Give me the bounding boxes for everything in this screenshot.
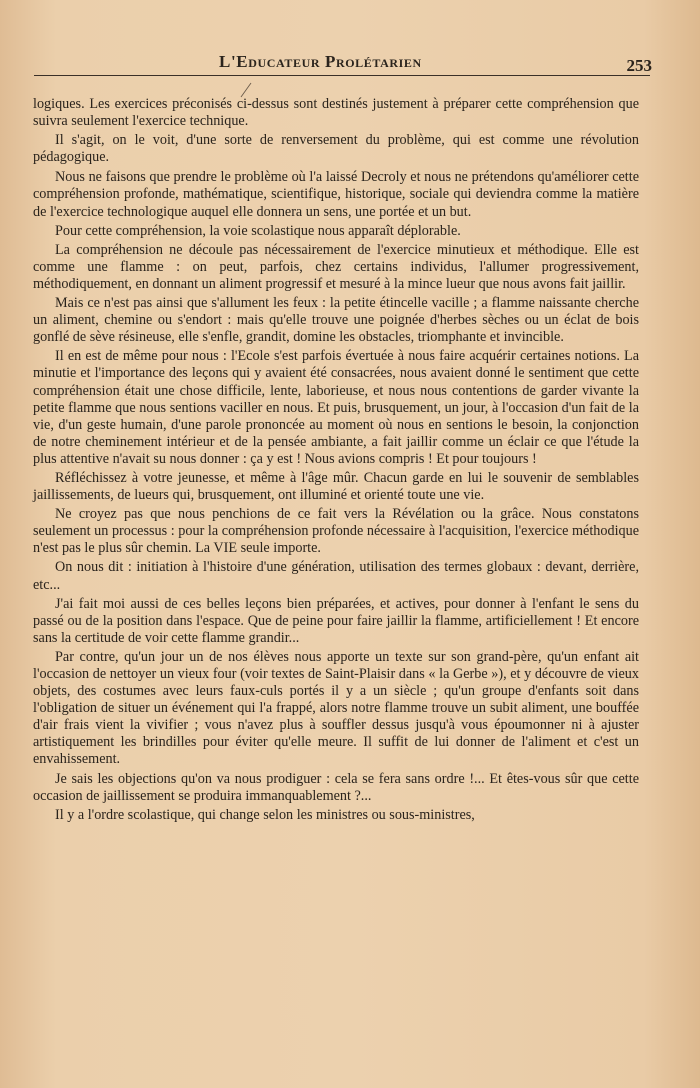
- paragraph: logiques. Les exercices préconisés ci-dessus sont destinés justement à préparer cette compréhension que suivra seulement l'exercice technique.: [33, 96, 639, 130]
- article-body: [33, 96, 639, 826]
- paragraph: Ne croyez pas que nous penchions de ce fait vers la Révélation ou la grâce. Nous constatons seulement un processus : pour la compréhension profonde nécessaire à l'acquisition, l'exercice méthodique n'est pas le plus sûr chemin. La VIE seule importe.: [33, 506, 639, 557]
- paragraph: Réfléchissez à votre jeunesse, et même à l'âge mûr. Chacun garde en lui le souvenir de semblables jaillissements, de lueurs qui, brusquement, ont illuminé et orienté toute une vie.: [33, 469, 639, 504]
- paragraph: Il en est de même pour nous : l'Ecole s'est parfois évertuée à nous faire acquérir certaines notions. La minutie et l'importance des leçons qui y avaient été consacrées, nous avaient donné le sentiment que cette compréhension était une chose difficile, lente, laborieuse, et nous nous contentions de garder vivante la petite flamme que nous sentions vaciller en nous. Et puis, brusquement, un jour, à l'occasion d'un fait de la vie, d'un geste humain, d'une parole prononcée au moment où nous en sentions le besoin, la conjonction de notre cheminement intérieur et de la pensée ambiante, a fait jaillir comme un éclair ce que l'étude la plus attentive n'avait su nous donner : ça y est ! Nous avions compris ! Et pour toujours !: [33, 348, 639, 467]
- page-number: 253: [626, 56, 652, 75]
- header-rule: [34, 75, 650, 76]
- paragraph: J'ai fait moi aussi de ces belles leçons bien préparées, et actives, pour donner à l'enfant le sens du passé ou de la position dans l'espace. Que de peine pour faire jaillir la flamme, artificiellement ! Et encore sans la certitude de voir cette flamme grandir...: [33, 595, 639, 646]
- paragraph: Il s'agit, on le voit, d'une sorte de renversement du problème, qui est comme une révolution pédagogique.: [33, 132, 639, 166]
- paragraph: Nous ne faisons que prendre le problème où l'a laissé Decroly et nous ne prétendons qu'améliorer cette compréhension profonde, mathématique, scientifique, historique, sociale qui deviendra comme la matière de l'exercice technologique auquel elle donnera un sens, une portée et un but.: [33, 169, 639, 220]
- journal-title: L'Educateur Prolétarien: [219, 52, 422, 71]
- paragraph: On nous dit : initiation à l'histoire d'une génération, utilisation des termes globaux : devant, derrière, etc...: [33, 559, 639, 593]
- page-header: [34, 50, 654, 78]
- paragraph: La compréhension ne découle pas nécessairement de l'exercice minutieux et méthodique. Elle est comme une flamme : on peut, parfois, chez certains individus, l'allumer progressivement, méthodiquement, en donnant un aliment progressif et mesuré à la mince lueur que nous avons fait jaillir.: [33, 241, 639, 292]
- paragraph: Mais ce n'est pas ainsi que s'allument les feux : la petite étincelle vacille ; a flamme naissante cherche un aliment, chemine ou s'endort : mais qu'elle trouve une poignée d'herbes sèches ou un éclat de bois gonflé de sève résineuse, elle s'enfle, grandit, domine les obstacles, triomphante et invincible.: [33, 295, 639, 346]
- paragraph: Il y a l'ordre scolastique, qui change selon les ministres ou sous-ministres,: [55, 806, 475, 823]
- paragraph: Par contre, qu'un jour un de nos élèves nous apporte un texte sur son grand-père, qu'un enfant ait l'occasion de nettoyer un vieux four (voir textes de Saint-Plaisir dans « la Gerbe »), et y découvre de vieux objets, des costumes avec leurs faux-culs portés il y a un siècle ; qu'un groupe d'enfants soit dans l'obligation de situer un événement qui l'a frappé, alors notre flamme trouve un subit aliment, une bouffée d'air frais vient la vivifier ; vous n'avez plus à souffler dessus jusqu'à vous époumonner ni à ajuster artistiquement les brindilles pour éviter qu'elle meure. Il suffit de lui donner de l'aliment et c'est un envahissement.: [33, 648, 639, 768]
- paragraph: Pour cette compréhension, la voie scolastique nous apparaît déplorable.: [55, 222, 461, 239]
- paragraph: Je sais les objections qu'on va nous prodiguer : cela se fera sans ordre !... Et êtes-vous sûr que cette occasion de jaillissement se produira immanquablement ?...: [33, 770, 639, 804]
